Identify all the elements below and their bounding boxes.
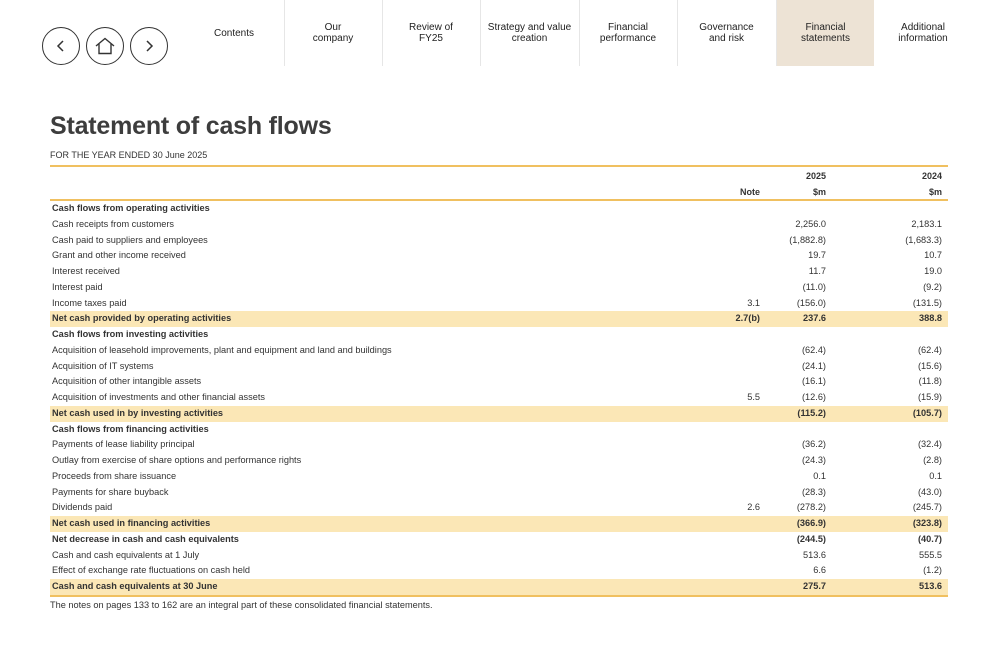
row-label: Interest paid bbox=[52, 281, 103, 292]
tab-strategy-and-value-creation[interactable] bbox=[480, 0, 578, 66]
row-value-2025: (36.2) bbox=[801, 439, 826, 450]
row-value-2025: (24.1) bbox=[801, 360, 826, 371]
row-value-2025: (16.1) bbox=[801, 376, 826, 387]
row-value-2024: 2,183.1 bbox=[911, 218, 942, 229]
tab-financial-statements[interactable] bbox=[776, 0, 874, 66]
table-row bbox=[50, 548, 948, 564]
row-note: 3.1 bbox=[747, 297, 760, 308]
cash-flow-table bbox=[50, 165, 948, 597]
tab-label: Review of FY25 bbox=[409, 22, 453, 44]
tab-label: Strategy and value creation bbox=[487, 22, 572, 44]
row-value-2024: 513.6 bbox=[919, 581, 942, 591]
table-row bbox=[50, 264, 948, 280]
tab-label: Our company bbox=[312, 22, 354, 44]
row-value-2025: 513.6 bbox=[803, 549, 826, 560]
table-row bbox=[50, 406, 948, 422]
row-value-2025: (366.9) bbox=[796, 518, 826, 528]
table-row bbox=[50, 374, 948, 390]
tab-label: Governance and risk bbox=[699, 22, 754, 44]
row-note: 5.5 bbox=[747, 392, 760, 402]
table-row bbox=[50, 469, 948, 485]
row-value-2024: (15.9) bbox=[917, 392, 942, 402]
table-row bbox=[50, 453, 948, 469]
table-row bbox=[50, 296, 948, 312]
row-label: Income taxes paid bbox=[52, 297, 127, 308]
row-value-2025: (11.0) bbox=[802, 281, 826, 292]
row-value-2025: 6.6 bbox=[813, 565, 826, 576]
row-label: Cash flows from financing activities bbox=[52, 423, 209, 434]
tab-financial-performance[interactable] bbox=[579, 0, 676, 66]
row-value-2024: 10.7 bbox=[924, 250, 942, 261]
row-label: Cash receipts from customers bbox=[52, 218, 175, 229]
header-2024-year: 2024 bbox=[921, 171, 942, 181]
row-value-2024: (11.8) bbox=[918, 376, 942, 387]
row-value-2025: 11.7 bbox=[808, 266, 826, 276]
page-subtitle: FOR THE YEAR ENDED 30 June 2025 bbox=[50, 150, 208, 160]
row-value-2025: 237.6 bbox=[803, 313, 826, 324]
row-value-2024: 19.0 bbox=[924, 266, 942, 276]
tab-contents[interactable] bbox=[186, 0, 282, 66]
row-label: Grant and other income received bbox=[52, 250, 186, 261]
page-title: Statement of cash flows bbox=[50, 112, 332, 140]
row-label: Cash and cash equivalents at 1 July bbox=[52, 549, 200, 560]
row-label: Interest received bbox=[52, 266, 120, 276]
home-icon bbox=[94, 37, 116, 55]
row-value-2025: (12.6) bbox=[801, 392, 826, 402]
previous-page-button[interactable] bbox=[42, 27, 80, 65]
row-label: Cash flows from operating activities bbox=[52, 203, 210, 213]
row-label: Dividends paid bbox=[52, 502, 113, 513]
tab-label: Financial performance bbox=[599, 22, 657, 44]
chevron-right-icon bbox=[142, 39, 156, 53]
tab-our-company[interactable] bbox=[284, 0, 381, 66]
row-note: 2.6 bbox=[747, 502, 760, 513]
table-row bbox=[50, 233, 948, 249]
row-label: Outlay from exercise of share options and performance rights bbox=[52, 455, 302, 465]
chevron-left-icon bbox=[54, 39, 68, 53]
table-row bbox=[50, 422, 948, 438]
row-value-2025: (156.0) bbox=[796, 297, 826, 308]
row-value-2025: (62.4) bbox=[801, 344, 826, 355]
row-value-2025: (1,882.8) bbox=[789, 234, 826, 245]
header-2025-unit: $m bbox=[812, 187, 826, 197]
table-body bbox=[50, 201, 948, 597]
table-row bbox=[50, 437, 948, 453]
tab-label: Contents bbox=[213, 27, 255, 39]
row-label: Acquisition of IT systems bbox=[52, 360, 154, 371]
header-2025-year: 2025 bbox=[805, 171, 826, 181]
row-label: Net cash used in financing activities bbox=[52, 518, 211, 528]
row-value-2025: 2,256.0 bbox=[795, 218, 826, 229]
table-row bbox=[50, 327, 948, 343]
row-label: Net decrease in cash and cash equivalents bbox=[52, 533, 239, 544]
row-value-2024: 555.5 bbox=[919, 549, 942, 560]
tab-review-of-fy25[interactable] bbox=[382, 0, 479, 66]
row-value-2024: (9.2) bbox=[923, 281, 942, 292]
row-value-2024: (245.7) bbox=[912, 502, 942, 513]
tab-label: Financial statements bbox=[801, 22, 850, 44]
table-row bbox=[50, 280, 948, 296]
row-value-2024: (32.4) bbox=[917, 439, 942, 450]
table-row bbox=[50, 343, 948, 359]
row-value-2024: (1.2) bbox=[923, 565, 942, 576]
tab-governance-and-risk[interactable] bbox=[677, 0, 775, 66]
row-value-2024: (1,683.3) bbox=[905, 234, 942, 245]
home-button[interactable] bbox=[86, 27, 124, 65]
header-2024-unit: $m bbox=[928, 187, 942, 197]
row-value-2025: (278.2) bbox=[796, 502, 826, 513]
row-value-2024: (15.6) bbox=[917, 360, 942, 371]
row-value-2025: 0.1 bbox=[813, 470, 826, 481]
table-row bbox=[50, 359, 948, 375]
row-label: Acquisition of investments and other financial assets bbox=[52, 392, 265, 402]
row-value-2025: (28.3) bbox=[801, 486, 826, 497]
row-label: Net cash provided by operating activities bbox=[52, 313, 232, 324]
row-label: Payments of lease liability principal bbox=[52, 439, 195, 450]
table-row bbox=[50, 500, 948, 516]
row-label: Net cash used in by investing activities bbox=[52, 407, 224, 418]
tab-label: Additional information bbox=[898, 22, 948, 44]
table-row bbox=[50, 563, 948, 579]
table-header bbox=[50, 167, 948, 199]
top-navigation bbox=[0, 0, 1007, 66]
table-row bbox=[50, 217, 948, 233]
row-value-2024: 388.8 bbox=[919, 313, 942, 324]
table-row bbox=[50, 516, 948, 532]
row-label: Effect of exchange rate fluctuations on cash held bbox=[52, 565, 251, 576]
row-label: Acquisition of leasehold improvements, plant and equipment and land and buildings bbox=[52, 344, 392, 355]
table-row bbox=[50, 201, 948, 217]
table-row bbox=[50, 579, 948, 597]
row-value-2024: (131.5) bbox=[912, 297, 942, 308]
table-row bbox=[50, 390, 948, 406]
next-page-button[interactable] bbox=[130, 27, 168, 65]
row-value-2024: (62.4) bbox=[917, 344, 942, 355]
row-label: Proceeds from share issuance bbox=[52, 470, 177, 481]
row-note: 2.7(b) bbox=[735, 313, 760, 324]
row-value-2024: (323.8) bbox=[912, 518, 942, 528]
table-row bbox=[50, 311, 948, 327]
row-value-2024: (43.0) bbox=[917, 486, 942, 497]
row-label: Cash flows from investing activities bbox=[52, 329, 209, 339]
row-label: Payments for share buyback bbox=[52, 486, 169, 497]
row-value-2024: (40.7) bbox=[917, 533, 942, 544]
row-value-2024: 0.1 bbox=[929, 470, 942, 481]
table-row bbox=[50, 248, 948, 264]
row-label: Cash paid to suppliers and employees bbox=[52, 234, 208, 245]
row-label: Cash and cash equivalents at 30 June bbox=[52, 581, 218, 591]
table-row bbox=[50, 485, 948, 501]
row-value-2025: (24.3) bbox=[801, 455, 826, 465]
row-value-2025: 19.7 bbox=[808, 250, 826, 261]
row-value-2025: (115.2) bbox=[797, 407, 826, 418]
tab-additional-information[interactable] bbox=[875, 0, 971, 66]
header-note: Note bbox=[740, 187, 760, 197]
table-row bbox=[50, 532, 948, 548]
footnote: The notes on pages 133 to 162 are an integral part of these consolidated financial statements. bbox=[50, 600, 433, 610]
row-value-2025: (244.5) bbox=[796, 533, 826, 544]
row-value-2024: (2.8) bbox=[923, 455, 942, 465]
row-value-2024: (105.7) bbox=[912, 407, 942, 418]
row-label: Acquisition of other intangible assets bbox=[52, 376, 202, 387]
row-value-2025: 275.7 bbox=[803, 581, 826, 591]
